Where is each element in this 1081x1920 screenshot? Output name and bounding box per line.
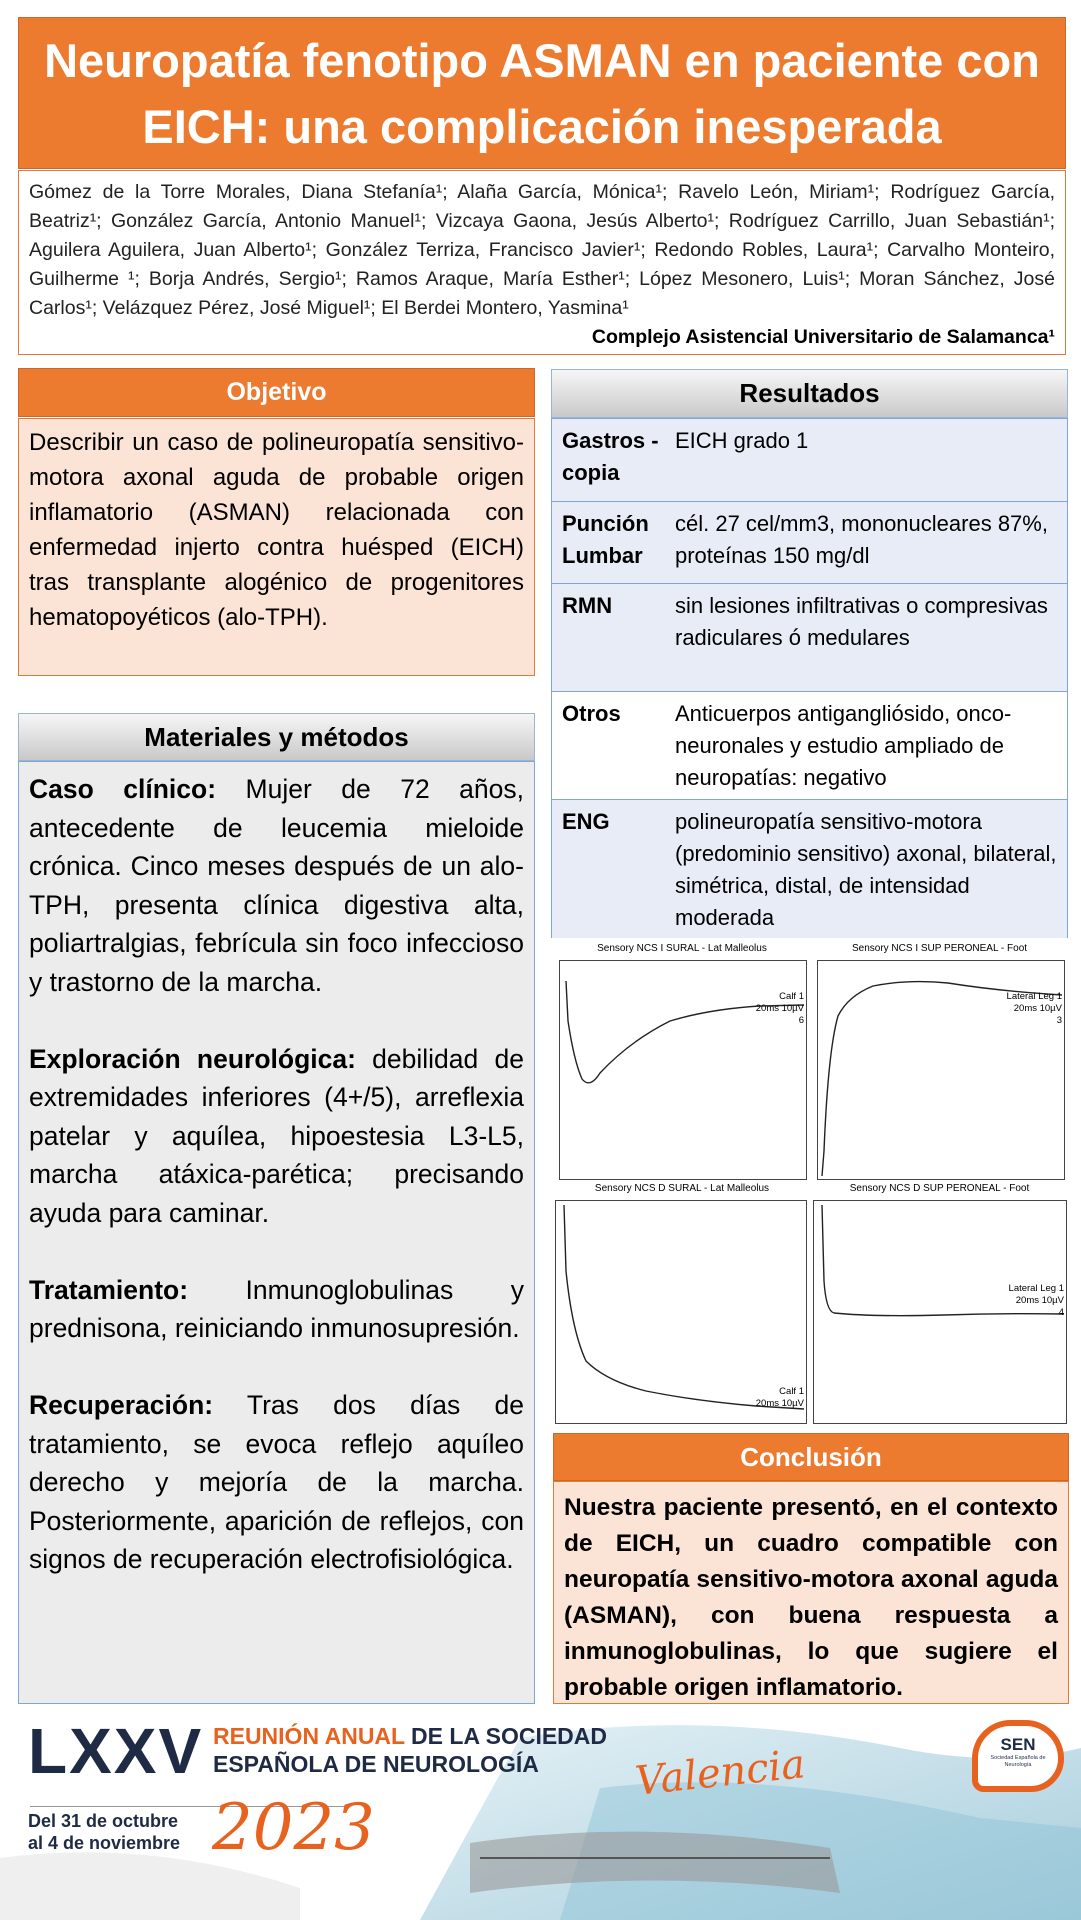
row-value: polineuropatía sensitivo-motora (predominio sensitivo) axonal, bilateral, simétrica, distal, de intensidad moderada bbox=[675, 809, 1057, 930]
congress-year: 2023 bbox=[212, 1791, 375, 1865]
ncs-chart-right-sural bbox=[553, 1183, 811, 1425]
paragraph-label: Tratamiento: bbox=[29, 1274, 189, 1305]
chart-title: Sensory NCS D SUP PERONEAL - Foot bbox=[849, 1183, 1030, 1194]
resultados-heading: Resultados bbox=[551, 369, 1068, 418]
paragraph-text: debilidad de extremidades inferiores (4+/5), arreflexia patelar y aquílea, hipoestesia L3-L5, marcha atáxica-parética; precisando ayuda para caminar. bbox=[29, 1043, 524, 1228]
chart-title: Sensory NCS D SURAL - Lat Malleolus bbox=[594, 1183, 770, 1194]
poster-title: Neuropatía fenotipo ASMAN en paciente con EICH: una complicación inesperada bbox=[18, 17, 1066, 169]
scale-label: 20ms 10µV bbox=[1013, 1003, 1062, 1014]
metodos-paragraph bbox=[29, 1040, 524, 1233]
row-key: ENG bbox=[562, 809, 610, 834]
row-value: EICH grado 1 bbox=[675, 428, 809, 453]
congress-city: Valencia bbox=[633, 1741, 808, 1805]
resultados-table bbox=[551, 418, 1068, 938]
paragraph-label: Caso clínico: bbox=[29, 774, 217, 804]
footer-banner bbox=[0, 1708, 1081, 1920]
row-key: RMN bbox=[562, 593, 613, 618]
ncs-chart-right-peroneal bbox=[811, 1183, 1068, 1425]
conclusion-heading: Conclusión bbox=[553, 1433, 1069, 1481]
scale-label: 20ms 10µV bbox=[755, 1398, 804, 1409]
affiliation: Complejo Asistencial Universitario de Salamanca¹ bbox=[591, 326, 1055, 348]
congress-name bbox=[213, 1722, 607, 1778]
chart-label bbox=[756, 1386, 804, 1410]
scale-label: 20ms 10µV bbox=[755, 1003, 804, 1014]
congress-name-rest: DE LA SOCIEDAD bbox=[404, 1723, 607, 1749]
sen-logo bbox=[972, 1720, 1064, 1792]
chart-frame bbox=[559, 960, 807, 1180]
congress-numeral: LXXV bbox=[28, 1715, 204, 1787]
metodos-heading: Materiales y métodos bbox=[18, 713, 535, 761]
objetivo-heading: Objetivo bbox=[18, 368, 535, 417]
site-label: Lateral Leg 1 bbox=[1008, 1283, 1064, 1294]
conclusion-text: Nuestra paciente presentó, en el contexto de EICH, un cuadro compatible con neuropatía sensitivo-motora axonal aguda (ASMAN), con buena respuesta a inmunoglobulinas, lo que sugiere el probable origen inflamatorio. bbox=[553, 1481, 1069, 1704]
row-key: Otros bbox=[562, 701, 621, 726]
paragraph-text: Inmunoglobulinas y prednisona, reiniciando inmunosupresión. bbox=[29, 1274, 524, 1343]
trace-number: 6 bbox=[798, 1015, 804, 1026]
row-value: Anticuerpos antigangliósido, onco-neuronales y estudio ampliado de neuropatías: negativo bbox=[675, 701, 1012, 790]
site-label: Calf 1 bbox=[779, 991, 804, 1002]
table-row bbox=[552, 419, 1067, 501]
trace-number: 3 bbox=[1056, 1015, 1062, 1026]
scale-label: 20ms 10µV bbox=[1015, 1295, 1064, 1306]
table-row bbox=[552, 583, 1067, 691]
site-label: Lateral Leg 1 bbox=[1006, 991, 1062, 1002]
chart-title: Sensory NCS I SUP PERONEAL - Foot bbox=[851, 943, 1028, 954]
metodos-paragraph bbox=[29, 770, 524, 1001]
congress-name-line2: ESPAÑOLA DE NEUROLOGÍA bbox=[213, 1751, 539, 1777]
table-row bbox=[552, 799, 1067, 938]
trace-number: 4 bbox=[1058, 1307, 1064, 1318]
paragraph-text: Tras dos días de tratamiento, se evoca reflejo aquíleo derecho y mejoría de la marcha. Posteriormente, aparición de reflejos, con signos de recuperación electrofisiológica. bbox=[29, 1390, 524, 1574]
ncs-chart-left-sural bbox=[553, 943, 811, 1181]
ncs-chart-left-peroneal bbox=[811, 943, 1068, 1181]
paragraph-label: Exploración neurológica: bbox=[29, 1043, 356, 1074]
logo-subtext: Sociedad Española de Neurología bbox=[990, 1755, 1046, 1768]
row-key: Gastros -copia bbox=[562, 428, 659, 485]
ncs-traces bbox=[553, 943, 1068, 1425]
chart-label bbox=[1009, 1283, 1064, 1319]
table-row bbox=[552, 501, 1067, 583]
row-value: cél. 27 cel/mm3, mononucleares 87%, proteínas 150 mg/dl bbox=[675, 511, 1048, 568]
metodos-paragraph bbox=[29, 1386, 524, 1579]
metodos-body bbox=[18, 761, 535, 1704]
chart-title: Sensory NCS I SURAL - Lat Malleolus bbox=[597, 943, 767, 954]
logo-text: SEN bbox=[1000, 1735, 1036, 1754]
author-list: Gómez de la Torre Morales, Diana Stefanía¹; Alaña García, Mónica¹; Ravelo León, Miriam¹; Rodríguez García, Beatriz¹; González García, Antonio Manuel¹; Vizcaya Gaona, Jesús Alberto¹; Rodríguez Carrillo, Juan Sebastián¹; Aguilera Aguilera, Juan Alberto¹; González Terriza, Francisco Javier¹; Redondo Robles, Laura¹; Carvalho Monteiro, Guilherme ¹; Borja Andrés, Sergio¹; Ramos Araque, María Esther¹; López Mesonero, Luis¹; Moran Sánchez, José Carlos¹; Velázquez Pérez, José Miguel¹; El Berdei Montero, Yasmina¹ bbox=[29, 181, 1055, 319]
congress-dates bbox=[28, 1810, 180, 1854]
objetivo-text: Describir un caso de polineuropatía sensitivo-motora axonal aguda de probable origen inflamatorio (ASMAN) relacionada con enfermedad injerto contra huésped (EICH) tras transplante alogénico de progenitores hematopoyéticos (alo-TPH). bbox=[18, 418, 535, 676]
trace-line bbox=[564, 1205, 804, 1409]
chart-frame bbox=[817, 960, 1065, 1180]
paragraph-text: Mujer de 72 años, antecedente de leucemia mieloide crónica. Cinco meses después de un alo-TPH, presenta clínica digestiva alta, poliartralgias, febrícula sin foco infeccioso y trastorno de la marcha. bbox=[29, 774, 524, 997]
site-label: Calf 1 bbox=[779, 1386, 804, 1397]
chart-label bbox=[756, 991, 804, 1027]
table-row bbox=[552, 691, 1067, 799]
row-key: Punción Lumbar bbox=[562, 511, 649, 568]
authors-block bbox=[18, 170, 1066, 355]
chart-label bbox=[1007, 991, 1062, 1027]
row-value: sin lesiones infiltrativas o compresivas radiculares ó medulares bbox=[675, 593, 1048, 650]
dates-line1: Del 31 de octubre bbox=[28, 1811, 179, 1831]
paragraph-label: Recuperación: bbox=[29, 1390, 214, 1420]
dates-line2: al 4 de noviembre bbox=[28, 1833, 181, 1853]
chart-frame bbox=[555, 1200, 807, 1424]
chart-frame bbox=[813, 1200, 1067, 1424]
metodos-paragraph bbox=[29, 1271, 524, 1348]
congress-name-accent: REUNIÓN ANUAL bbox=[213, 1723, 405, 1749]
